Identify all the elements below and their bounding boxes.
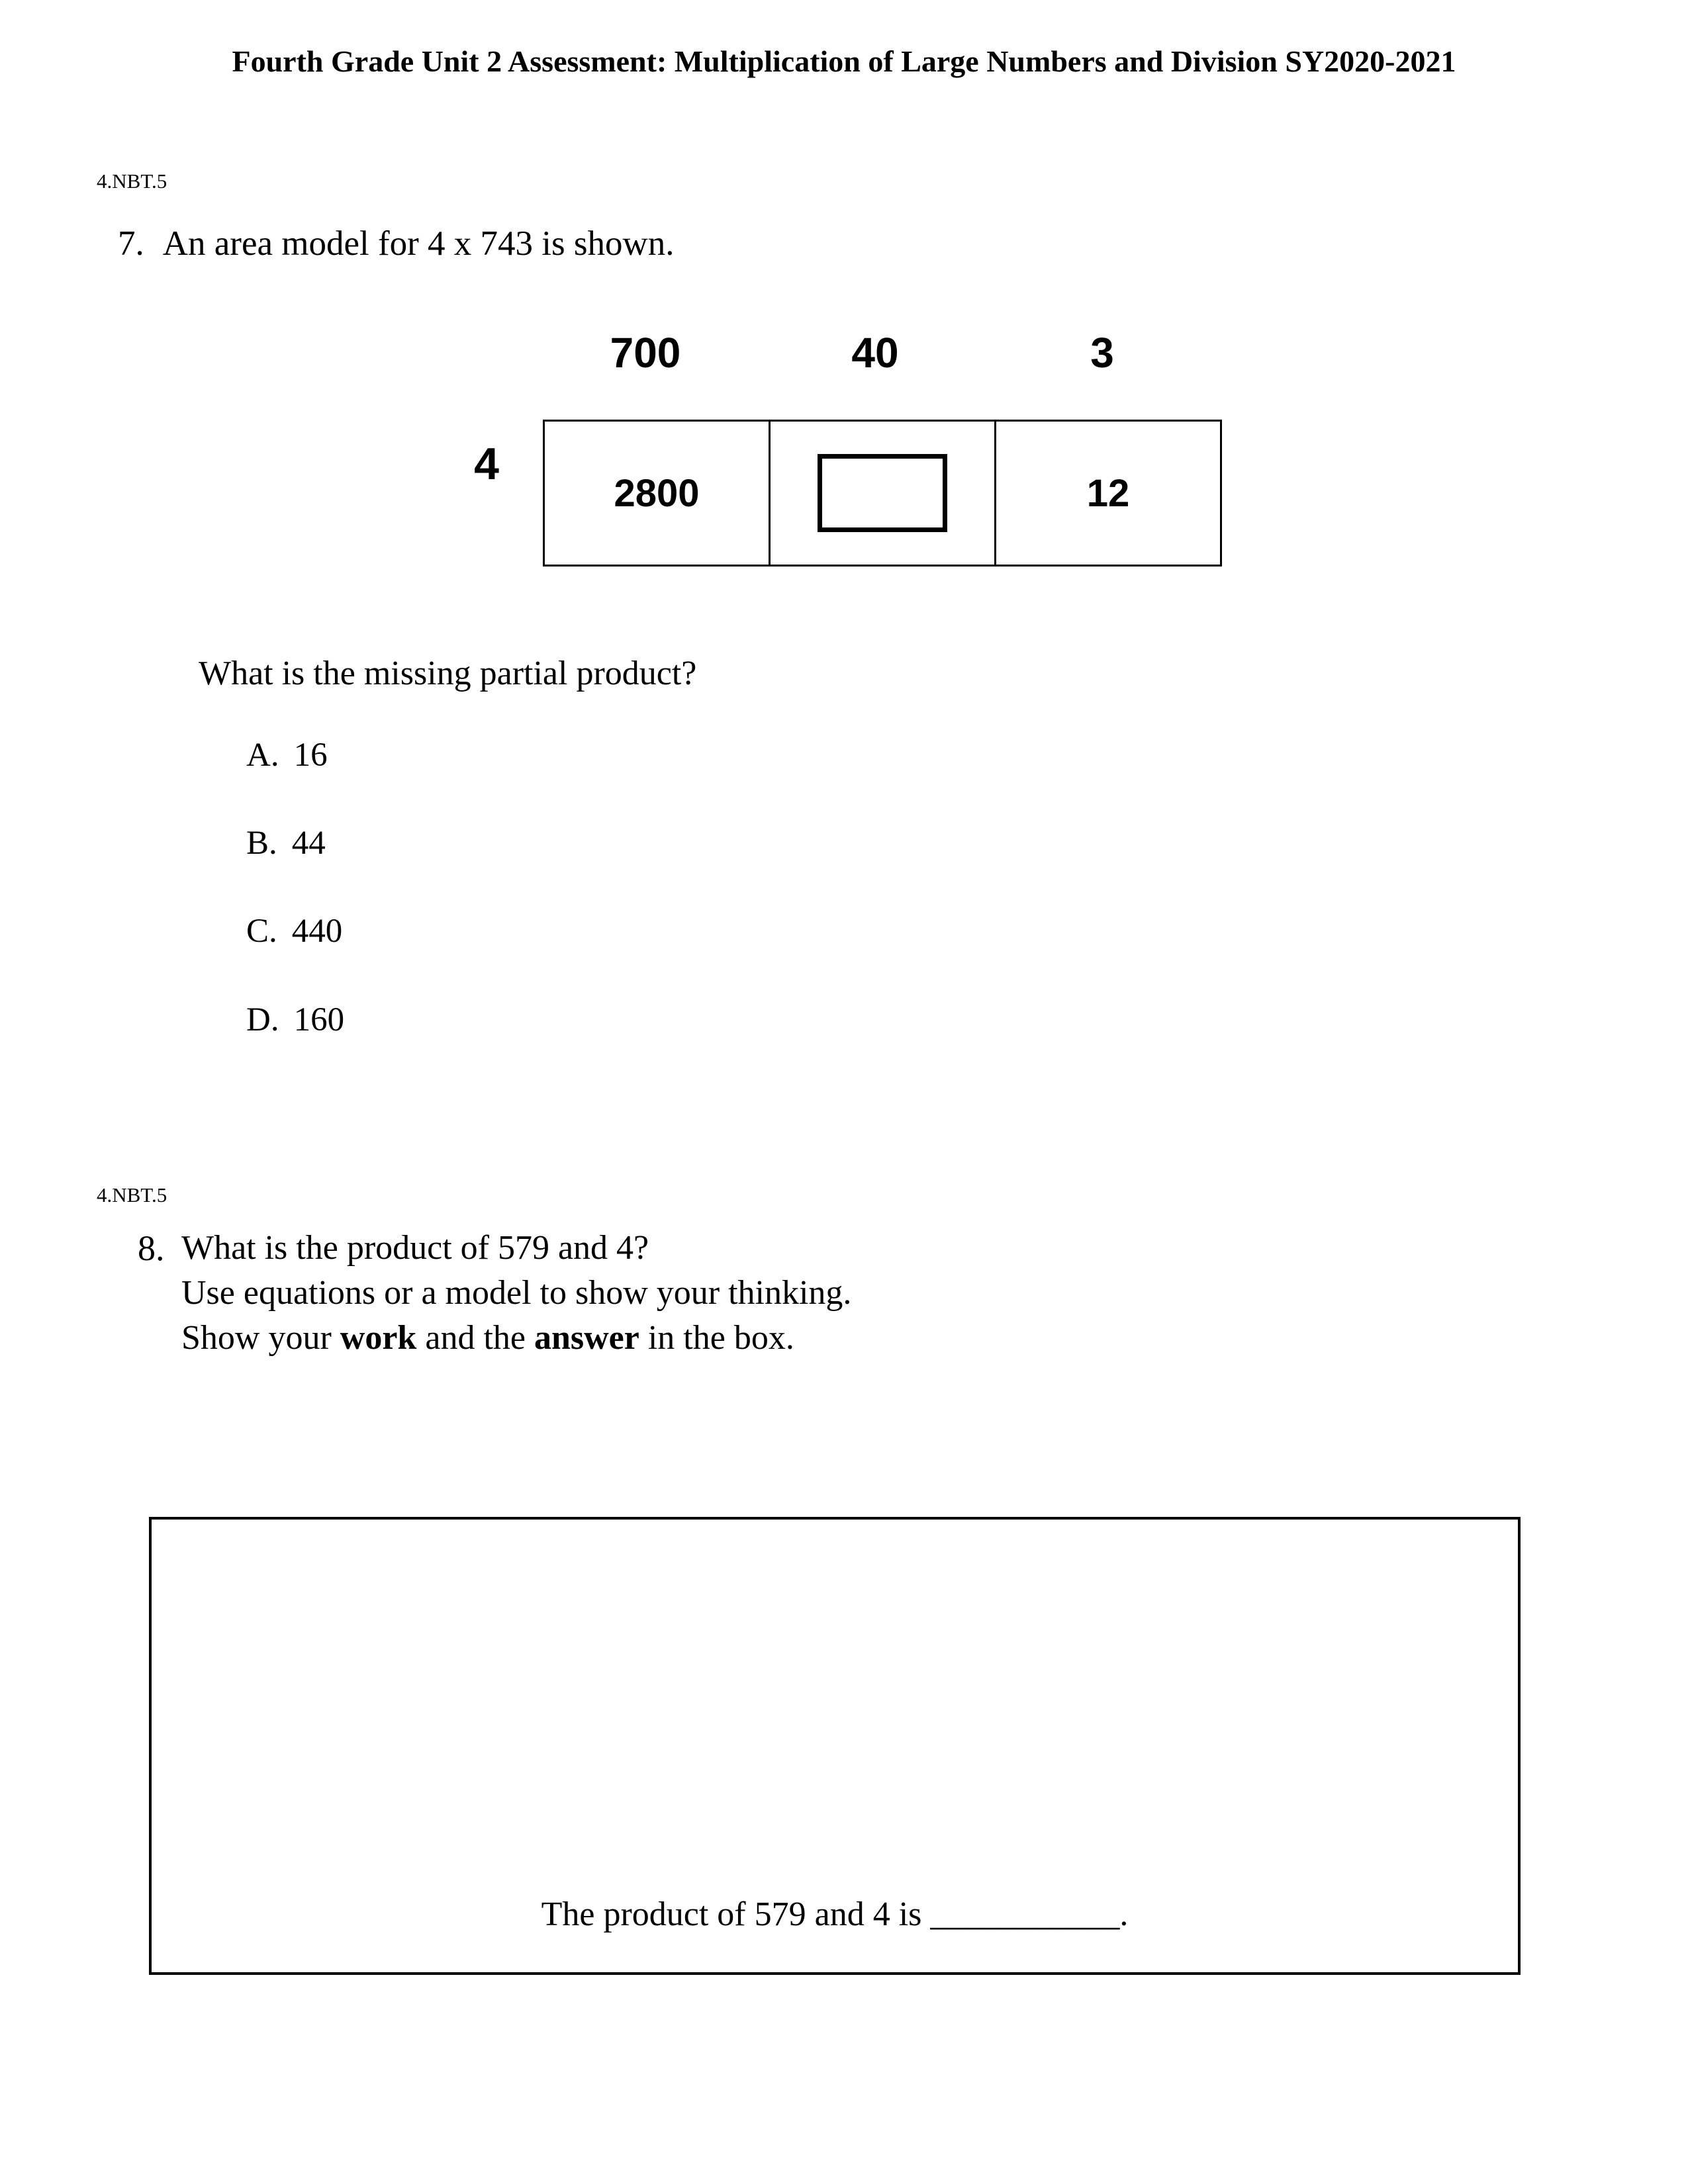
question8-line3-answer: answer <box>534 1319 639 1357</box>
choice-a <box>246 736 328 774</box>
question8-line2: Use equations or a model to show your thinking. <box>181 1274 852 1312</box>
choice-d-text: 160 <box>293 1001 345 1038</box>
choice-a-text: 16 <box>293 737 328 774</box>
choice-b-letter: B. <box>246 825 277 862</box>
area-model-row-label: 4 <box>474 439 499 489</box>
area-model-table <box>543 420 1222 567</box>
area-model-cell-12-value: 12 <box>1086 471 1130 515</box>
choice-c-text: 440 <box>291 913 343 950</box>
standard-label-q7: 4.NBT.5 <box>97 169 167 193</box>
choice-d <box>246 1001 344 1039</box>
question8-line3 <box>181 1316 851 1361</box>
area-model-cell-12 <box>994 422 1220 565</box>
question8-line3-pre: Show your <box>181 1319 340 1357</box>
missing-product-box <box>818 454 947 532</box>
question7-number: 7. <box>118 224 144 263</box>
answer-line: The product of 579 and 4 is ___________. <box>541 1895 1129 1933</box>
question8-line3-post: in the box. <box>639 1319 794 1357</box>
area-model-header-40: 40 <box>851 329 899 377</box>
question8-line3-mid: and the <box>416 1319 534 1357</box>
page-title: Fourth Grade Unit 2 Assessment: Multiplication of Large Numbers and Division SY2020-2021 <box>232 44 1456 78</box>
question7-question-text: What is the missing partial product? <box>199 655 697 692</box>
choice-d-letter: D. <box>246 1001 279 1038</box>
area-model-cell-2800 <box>545 422 769 565</box>
choice-b-text: 44 <box>291 825 326 862</box>
question8-number: 8. <box>138 1228 165 1268</box>
question7-prompt-text: An area model for 4 x 743 is shown. <box>162 224 675 263</box>
question8-block <box>138 1226 851 1361</box>
area-model-cell-missing <box>769 422 994 565</box>
standard-label-q8: 4.NBT.5 <box>97 1183 167 1206</box>
area-model-header-3: 3 <box>1090 329 1114 377</box>
work-area-box <box>149 1517 1521 1975</box>
area-model-header-700: 700 <box>610 329 681 377</box>
area-model-cell-2800-value: 2800 <box>614 471 700 515</box>
choice-c <box>246 912 342 950</box>
question8-line3-work: work <box>340 1319 417 1357</box>
question7-prompt <box>118 224 675 263</box>
question8-line1: What is the product of 579 and 4? <box>181 1229 649 1267</box>
question8-text <box>181 1226 851 1361</box>
choice-b <box>246 824 326 862</box>
choice-c-letter: C. <box>246 913 277 950</box>
choice-a-letter: A. <box>246 737 279 774</box>
